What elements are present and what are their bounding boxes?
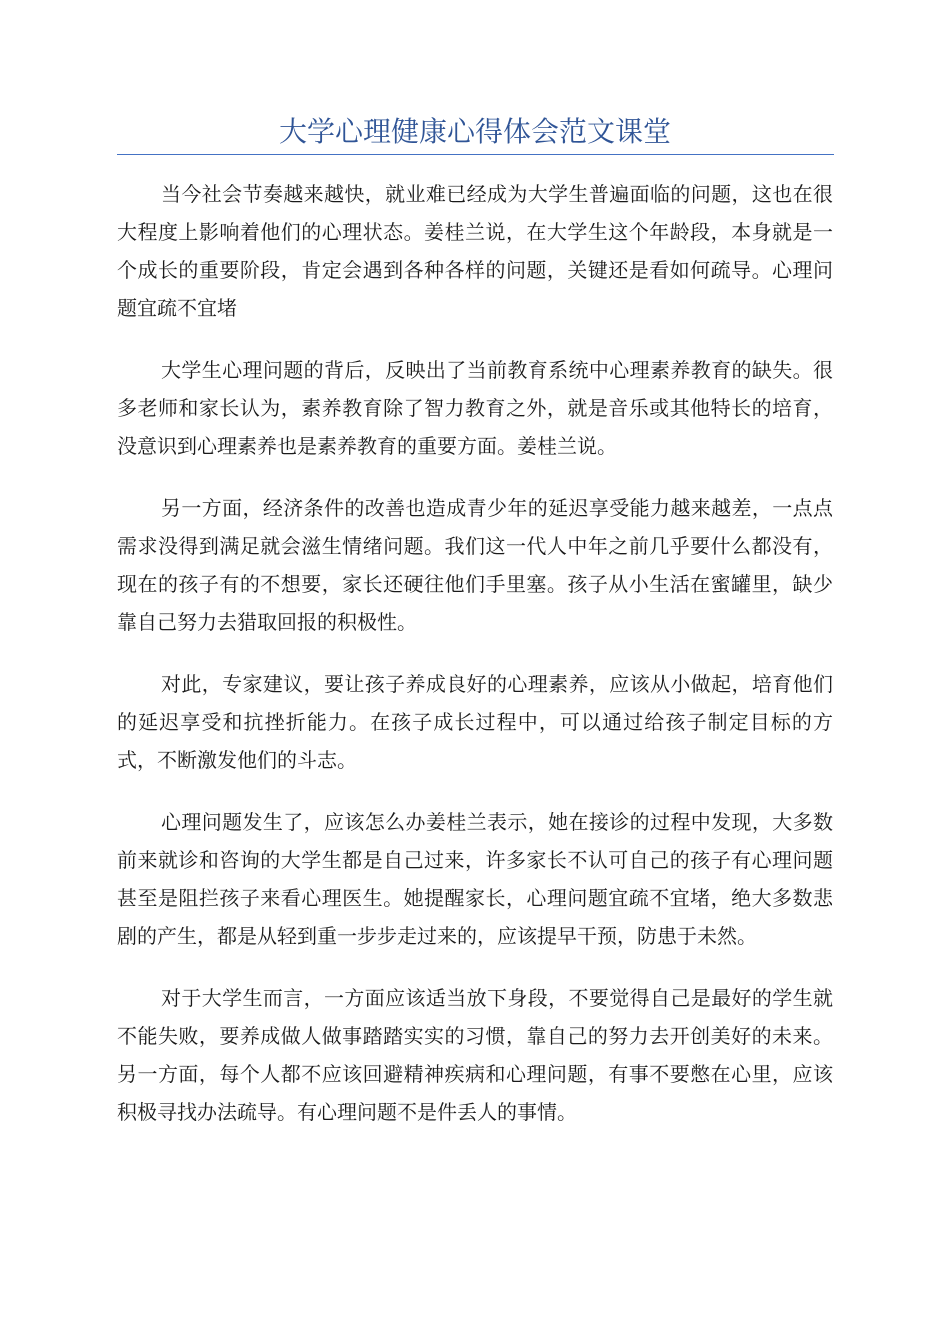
paragraph-4: 对此，专家建议，要让孩子养成良好的心理素养，应该从小做起，培育他们的延迟享受和抗挫折能力。在孩子成长过程中，可以通过给孩子制定目标的方式，不断激发他们的斗志。	[117, 672, 833, 772]
paragraph-6: 对于大学生而言，一方面应该适当放下身段，不要觉得自己是最好的学生就不能失败，要养成做人做事踏踏实实的习惯，靠自己的努力去开创美好的未来。另一方面，每个人都不应该回避精神疾病和心理问题，有事不要憋在心里，应该积极寻找办法疏导。有心理问题不是件丢人的事情。	[117, 986, 833, 1124]
paragraph-3: 另一方面，经济条件的改善也造成青少年的延迟享受能力越来越差，一点点需求没得到满足就会滋生情绪问题。我们这一代人中年之前几乎要什么都没有，现在的孩子有的不想要，家长还硬往他们手里塞。孩子从小生活在蜜罐里，缺少靠自己努力去猎取回报的积极性。	[117, 496, 833, 634]
title-underline	[117, 154, 834, 155]
paragraph-2: 大学生心理问题的背后，反映出了当前教育系统中心理素养教育的缺失。很多老师和家长认为，素养教育除了智力教育之外，就是音乐或其他特长的培育，没意识到心理素养也是素养教育的重要方面。姜桂兰说。	[117, 358, 833, 458]
page-title: 大学心理健康心得体会范文课堂	[278, 115, 671, 148]
document-body	[117, 175, 833, 1155]
paragraph-5: 心理问题发生了，应该怎么办姜桂兰表示，她在接诊的过程中发现，大多数前来就诊和咨询的大学生都是自己过来，许多家长不认可自己的孩子有心理问题甚至是阻拦孩子来看心理医生。她提醒家长，心理问题宜疏不宜堵，绝大多数悲剧的产生，都是从轻到重一步步走过来的，应该提早干预，防患于未然。	[117, 810, 833, 948]
paragraph-1: 当今社会节奏越来越快，就业难已经成为大学生普遍面临的问题，这也在很大程度上影响着他们的心理状态。姜桂兰说，在大学生这个年龄段，本身就是一个成长的重要阶段，肯定会遇到各种各样的问题，关键还是看如何疏导。心理问题宜疏不宜堵	[117, 182, 833, 320]
